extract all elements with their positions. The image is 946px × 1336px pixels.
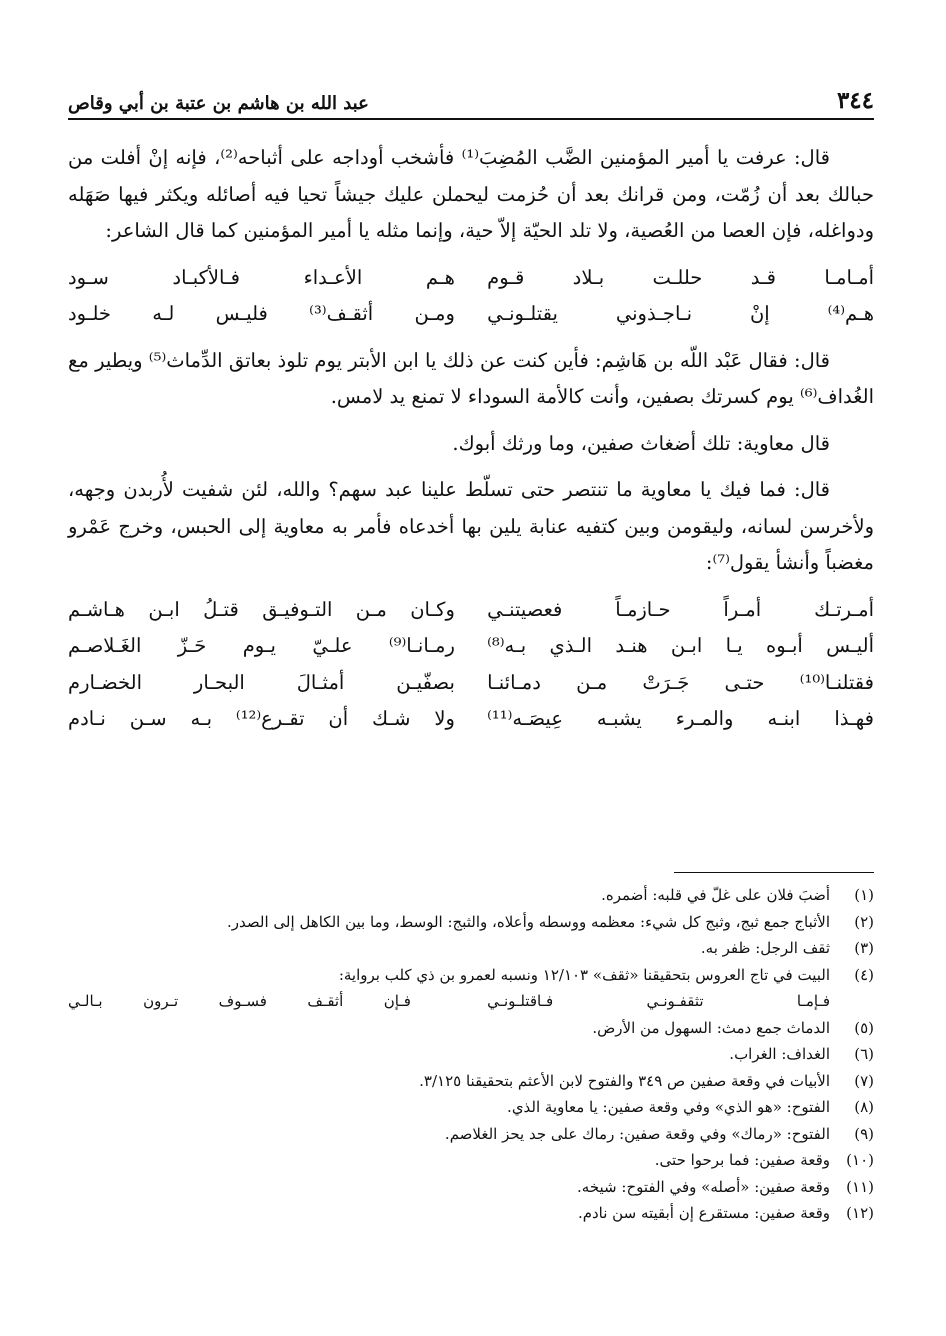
footnote-text: الغداف: الغراب. xyxy=(729,1045,830,1063)
footnote-item xyxy=(68,1174,874,1201)
footnote-rule xyxy=(674,872,874,873)
footnote-number: (١٠) xyxy=(846,1151,874,1169)
paragraph-4: قال: فما فيك يا معاوية ما تنتصر حتى تسلّط علينا عبد سهم؟ والله، لئن شفيت لأُربدن وجهه، ولأخرسن لسانه، وليقومن وبين كتفيه عنابة يلين بها أخدعاه فأمر به معاوية إلى الحبس، وخرج عَمْرو مغضباً وأنشأ يقول⁽⁷⁾: xyxy=(68,478,874,574)
verse-first-hemistich: أمـرتـك أمـراً حـازمـاً فعصيتنـي xyxy=(487,597,874,621)
footnote-verse xyxy=(68,988,874,1015)
verse-line xyxy=(68,592,874,629)
footnote-item xyxy=(68,882,874,909)
paragraph-3: قال معاوية: تلك أضغاث صفين، وما ورثك أبوك. xyxy=(452,431,830,455)
footnote-number: (٨) xyxy=(854,1098,874,1116)
verse-second-hemistich: رمـانـا⁽⁹⁾ علـيّ يـوم حَـزّ الغَـلاصـم xyxy=(68,634,455,657)
verse-line xyxy=(68,701,874,738)
footnote-text: وقعة صفين: فما برحوا حتى. xyxy=(654,1151,830,1169)
footnote-text: الدماث جمع دمث: السهول من الأرض. xyxy=(592,1018,830,1037)
main-text xyxy=(68,140,874,748)
footnote-text: البيت في تاج العروس بتحقيقنا «ثقف» ١٢/١٠٣ ونسبه لعمرو بن ذي كلب برواية: xyxy=(338,965,830,984)
header-rule xyxy=(68,118,874,120)
footnote-number: (١) xyxy=(854,886,874,904)
footnote-text: الفتوح: «رماك» وفي وقعة صفين: رماك على جد يحز الغلاصم. xyxy=(444,1124,830,1143)
verse-first-hemistich: أمـامـا قـد حللـت بـلاد قـوم xyxy=(487,265,874,289)
footnote-number: (٥) xyxy=(854,1018,874,1037)
verse-second-hemistich: فـإن أثقـف فسـوف تـرون بـالـي xyxy=(68,992,411,1010)
footnote-text: الأثباج جمع ثبج، وثبج كل شيء: معظمه ووسطه وأعلاه، والثبج: الوسط، وما بين الكاهل إلى الصدر. xyxy=(227,912,830,931)
footnote-number: (٩) xyxy=(854,1124,874,1143)
footnote-item xyxy=(68,1015,874,1042)
footnote-number: (١٢) xyxy=(846,1204,874,1222)
footnote-item xyxy=(68,1094,874,1121)
footnote-number: (٦) xyxy=(854,1045,874,1063)
footnote-item xyxy=(68,935,874,962)
footnote-text: أضبَ فلان على غلّ في قلبه: أضمره. xyxy=(601,886,830,904)
footnote-number: (٧) xyxy=(854,1071,874,1090)
paragraph-1: قال: عرفت يا أمير المؤمنين الضَّب المُضِبَ⁽¹⁾ فأشخب أوداجه على أثباحه⁽²⁾، فإنه إنْ أفلت من حبالك بعد أن زُمّت، ومن قرانك بعد أن حُزمت ليحملن عليك جيشاً تحيا فيه أصائله ويكثر فيها صَهَله ودواغله، فإن العصا من العُصية، ولا تلد الحيّة إلاّ حية، وإنما مثله يا أمير المؤمنين كما قال الشاعر: xyxy=(68,146,874,242)
footnote-item xyxy=(68,1200,874,1227)
page-header xyxy=(68,74,874,114)
verse-first-hemistich: فهـذا ابنـه والمـرء يشبـه عِيصَـه⁽¹¹⁾ xyxy=(487,707,874,730)
verse-first-hemistich: هـم⁽⁴⁾ إنْ نـاجـذوني يقتلـونـي xyxy=(487,302,874,325)
footnote-item xyxy=(68,909,874,936)
footnote-item xyxy=(68,1068,874,1095)
page-number: ٣٤٤ xyxy=(836,87,874,114)
verse-line xyxy=(68,296,874,333)
verse-first-hemistich: فقتلنـا⁽¹⁰⁾ حتـى جَـرَتْ مـن دمـائنـا xyxy=(487,670,874,694)
verse-line xyxy=(68,628,874,665)
verse-second-hemistich: ومـن أثقـف⁽³⁾ فليـس لـه خلـود xyxy=(68,302,455,325)
running-title: عبد الله بن هاشم بن عتبة بن أبي وقاص xyxy=(68,93,369,114)
verse-line xyxy=(68,260,874,297)
verse-second-hemistich: بصفّيـن أمثـالَ البحـار الخضـارم xyxy=(68,670,455,694)
footnote-item xyxy=(68,962,874,989)
paragraph-2: قال: فقال عَبْد اللّه بن هَاشِم: فأين كنت عن ذلك يا ابن الأبتر يوم تلوذ بعاتق الدِّماث⁽⁵⁾ ويطير مع الغُداف⁽⁶⁾ يوم كسرتك بصفين، وأنت كالأمة السوداء لا تمنع يد لامس. xyxy=(68,348,874,408)
footnote-text: وقعة صفين: «أصله» وفي الفتوح: شيخه. xyxy=(577,1177,830,1196)
footnote-text: الفتوح: «هو الذي» وفي وقعة صفين: يا معاوية الذي. xyxy=(507,1098,830,1116)
footnote-number: (٣) xyxy=(854,939,874,957)
footnote-item xyxy=(68,1147,874,1174)
footnote-item xyxy=(68,1121,874,1148)
footnote-number: (٢) xyxy=(854,912,874,931)
footnote-text: ثقف الرجل: ظفر به. xyxy=(700,939,830,957)
footnote-text: الأبيات في وقعة صفين ص ٣٤٩ والفتوح لابن الأعثم بتحقيقنا ٣/١٢٥. xyxy=(419,1071,830,1090)
footnote-text: وقعة صفين: مستقرع إن أبقيته سن نادم. xyxy=(577,1204,830,1222)
footnote-item xyxy=(68,1041,874,1068)
verse-second-hemistich: هـم الأعـداء فـالأكبـاد سـود xyxy=(68,265,455,289)
footnotes xyxy=(68,882,874,1227)
verse-second-hemistich: وكـان مـن التـوفيـق قتـلُ ابـن هـاشـم xyxy=(68,597,455,621)
verse-block-1 xyxy=(68,260,874,333)
verse-first-hemistich: أليـس أبـوه يـا ابـن هنـد الـذي بـه⁽⁸⁾ xyxy=(487,634,874,657)
verse-second-hemistich: ولا شـك أن تقـرع⁽¹²⁾ بـه سـن نـادم xyxy=(68,707,455,730)
verse-first-hemistich: فـإمـا تثقفـونـي فـاقتلـونـي xyxy=(487,992,830,1010)
verse-block-2 xyxy=(68,592,874,738)
footnote-number: (١١) xyxy=(846,1177,874,1196)
verse-line xyxy=(68,665,874,702)
footnote-number: (٤) xyxy=(854,965,874,984)
